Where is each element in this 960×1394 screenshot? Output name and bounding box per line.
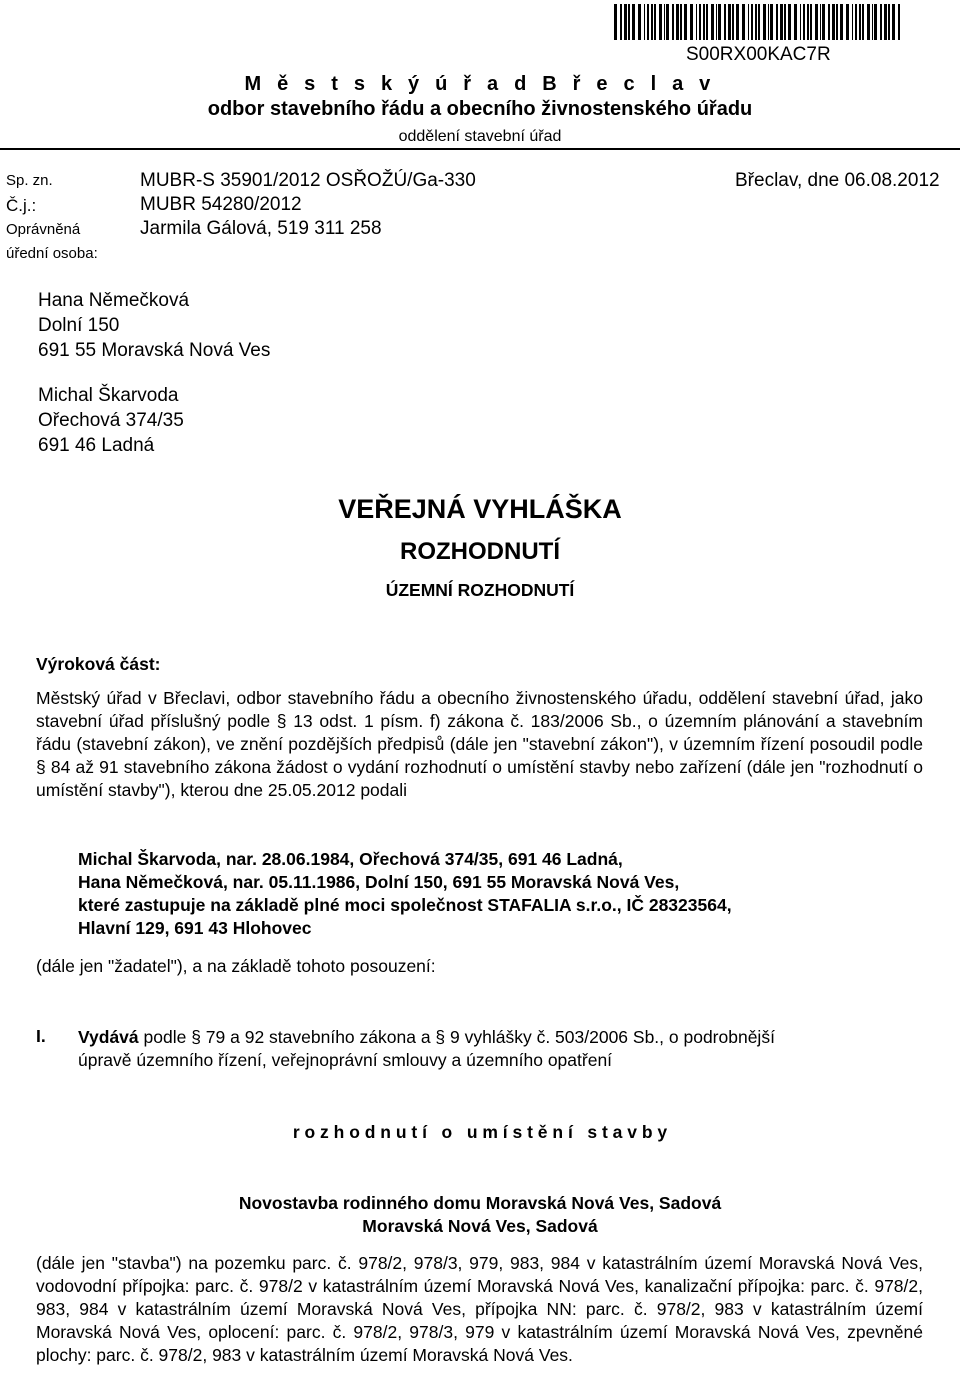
verdict-intro-text: Městský úřad v Břeclavi, odbor stavebního řádu a obecního živnostenského úřadu, oddělení stavební úřad, jako stavební úřad příslušný podle § 13 odst. 1 písm. f) zákona č. 183/2006 Sb., o územním plánování a stavebním řádu (stavební zákon), ve znění pozdějších předpisů (dále jen "stavební zákon"), v územním řízení posoudil podle § 84 až 91 stavebního zákona žádost o vydání rozhodnutí o umístění stavby nebo zařízení (dále jen "rozhodnutí o umístění stavby"), kterou dne 25.05.2012 podali: [36, 688, 923, 800]
verdict-heading: Výroková část:: [36, 654, 161, 674]
construction-parcels-text: (dále jen "stavba") na pozemku parc. č. 978/2, 978/3, 979, 983, 984 v katastrálním území Moravská Nová Ves, vodovodní přípojka: parc. č. 978/2 v katastrálním území Moravská Nová Ves, kanalizační přípojka: parc. č. 978/2, 983, 984 v katastrálním území Moravská Nová Ves, přípojka NN: parc. č. 978/2, 983 v katastrálním území Moravská Nová Ves, oplocení: parc. č. 978/2, 978/3, 979 v katastrálním území Moravská Nová Ves, zpevněné plochy: parc. č. 978/2, 983 v katastrálním území Moravská Nová Ves.: [36, 1253, 923, 1365]
place-date: Břeclav, dne 06.08.2012: [735, 170, 940, 191]
point-line-1: podle § 79 a 92 stavebního zákona a § 9 vyhlášky č. 503/2006 Sb., o podrobnější: [138, 1027, 775, 1047]
decision-title: ROZHODNUTÍ: [400, 538, 560, 565]
recipient-name: Hana Němečková: [38, 290, 190, 311]
applicant-line-1: Michal Škarvoda, nar. 28.06.1984, Ořechová 374/35, 691 46 Ladná,: [78, 849, 623, 869]
official-value: Jarmila Gálová, 519 311 258: [140, 218, 382, 239]
official-label-line2: úřední osoba:: [6, 245, 98, 262]
file-number-label: Sp. zn.: [6, 172, 53, 189]
recipient-city: 691 55 Moravská Nová Ves: [38, 340, 271, 361]
applicant-note: (dále jen "žadatel"), a na základě tohoto posouzení:: [36, 956, 436, 976]
recipient-street: Ořechová 374/35: [38, 410, 184, 431]
file-number-value: MUBR-S 35901/2012 OSŘOŽÚ/Ga-330: [140, 170, 476, 191]
recipient-street: Dolní 150: [38, 315, 120, 336]
verdict-intro-paragraph: [36, 687, 923, 802]
official-label-line1: Oprávněná: [6, 221, 81, 238]
recipient-city: 691 46 Ladná: [38, 435, 155, 456]
recipient-address-1: [38, 288, 270, 363]
construction-name: Novostavba rodinného domu Moravská Nová Ves, Sadová: [238, 1193, 722, 1213]
point-text: [78, 1026, 775, 1072]
office-department: oddělení stavební úřad: [398, 128, 562, 145]
reference-number-label: Č.j.:: [6, 196, 37, 215]
office-name: M ě s t s k ý ú ř a d B ř e c l a v: [244, 73, 716, 95]
point-keyword: Vydává: [78, 1027, 139, 1047]
header-divider: [0, 148, 960, 150]
point-line-2: úpravě územního řízení, veřejnoprávní smlouvy a územního opatření: [78, 1050, 613, 1070]
applicant-line-2: Hana Němečková, nar. 05.11.1986, Dolní 150, 691 55 Moravská Nová Ves,: [78, 872, 680, 892]
applicant-line-4: Hlavní 129, 691 43 Hlohovec: [78, 918, 312, 938]
point-number: I.: [36, 1026, 46, 1046]
applicant-line-3: které zastupuje na základě plné moci společnost STAFALIA s.r.o., IČ 28323564,: [78, 895, 732, 915]
construction-place: Moravská Nová Ves, Sadová: [362, 1216, 598, 1236]
recipient-name: Michal Škarvoda: [38, 385, 179, 406]
barcode-number: S00RX00KAC7R: [686, 44, 831, 65]
zoning-decision-title: ÚZEMNÍ ROZHODNUTÍ: [385, 580, 575, 600]
public-notice-title: VEŘEJNÁ VYHLÁŠKA: [338, 494, 622, 524]
reference-number-value: MUBR 54280/2012: [140, 194, 302, 215]
office-subtitle: odbor stavebního řádu a obecního živnostenského úřadu: [207, 98, 753, 120]
construction-parcels-paragraph: [36, 1252, 923, 1367]
barcode: [614, 4, 900, 40]
applicant-list: [78, 848, 732, 940]
recipient-address-2: [38, 383, 184, 458]
placement-decision-heading: r o z h o d n u t í o u m í s t ě n í s t a v b y: [292, 1122, 668, 1142]
